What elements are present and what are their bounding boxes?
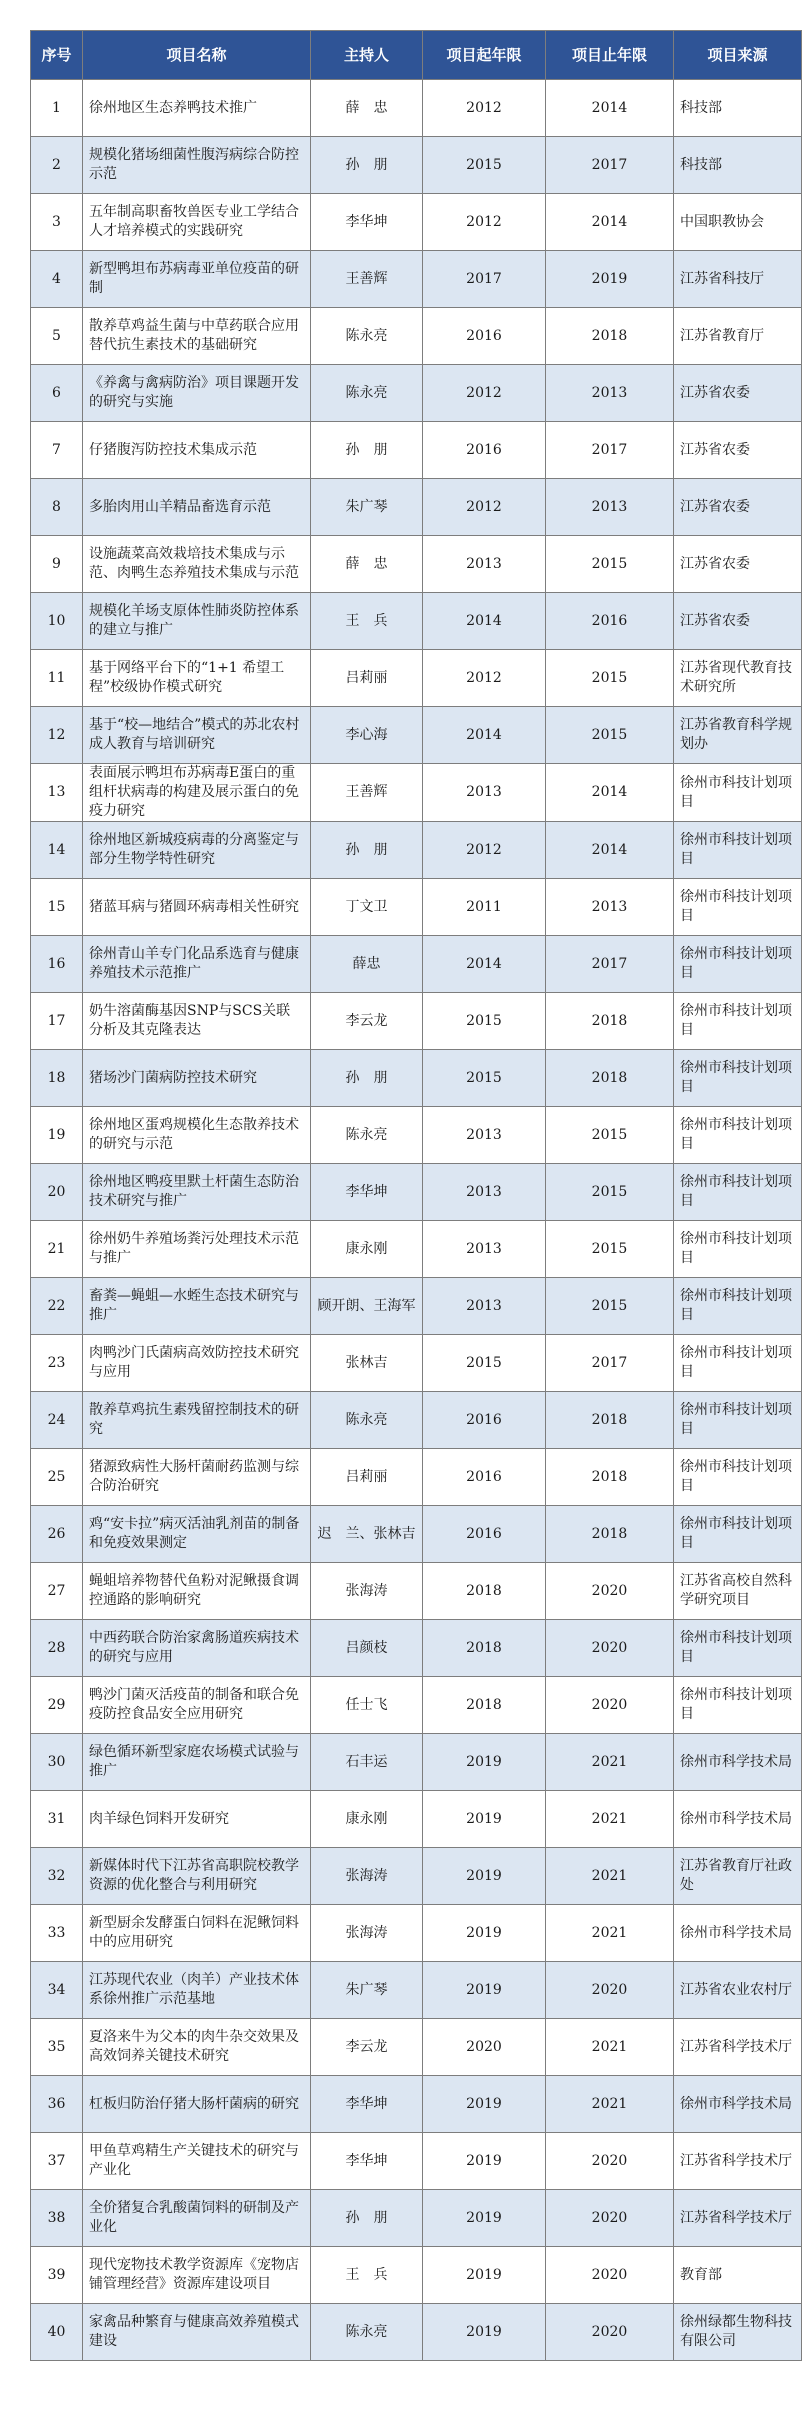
serial-number-cell: 27 [31, 1563, 83, 1620]
table-row [31, 308, 802, 365]
serial-number-cell: 29 [31, 1677, 83, 1734]
table-row [31, 422, 802, 479]
host-cell: 李华坤 [311, 2133, 423, 2190]
end-year-cell: 2015 [546, 1221, 674, 1278]
host-cell: 朱广琴 [311, 479, 423, 536]
start-year-cell: 2016 [423, 1449, 546, 1506]
serial-number-cell: 25 [31, 1449, 83, 1506]
host-cell: 李华坤 [311, 194, 423, 251]
project-name-cell: 现代宠物技术教学资源库《宠物店铺管理经营》资源库建设项目 [83, 2247, 311, 2304]
end-year-cell: 2017 [546, 137, 674, 194]
host-cell: 丁文卫 [311, 879, 423, 936]
end-year-cell: 2020 [546, 1620, 674, 1677]
table-row [31, 1905, 802, 1962]
end-year-cell: 2013 [546, 479, 674, 536]
serial-number-cell: 3 [31, 194, 83, 251]
project-source-cell: 徐州市科技计划项目 [674, 1221, 802, 1278]
table-row [31, 1392, 802, 1449]
project-name-cell: 江苏现代农业（肉羊）产业技术体系徐州推广示范基地 [83, 1962, 311, 2019]
project-source-cell: 徐州市科技计划项目 [674, 879, 802, 936]
table-row [31, 936, 802, 993]
table-row [31, 2304, 802, 2361]
host-cell: 陈永亮 [311, 2304, 423, 2361]
table-row [31, 1050, 802, 1107]
end-year-cell: 2014 [546, 80, 674, 137]
header-host: 主持人 [311, 31, 423, 80]
end-year-cell: 2018 [546, 1050, 674, 1107]
end-year-cell: 2020 [546, 1962, 674, 2019]
project-name-cell: 基于网络平台下的“1+1 希望工程”校级协作模式研究 [83, 650, 311, 707]
project-name-cell: 中西药联合防治家禽肠道疾病技术的研究与应用 [83, 1620, 311, 1677]
start-year-cell: 2020 [423, 2019, 546, 2076]
end-year-cell: 2019 [546, 251, 674, 308]
project-name-cell: 夏洛来牛为父本的肉牛杂交效果及高效饲养关键技术研究 [83, 2019, 311, 2076]
table-header [31, 31, 802, 80]
start-year-cell: 2016 [423, 1506, 546, 1563]
project-source-cell: 徐州市科技计划项目 [674, 1278, 802, 1335]
project-source-cell: 江苏省科学技术厅 [674, 2133, 802, 2190]
start-year-cell: 2019 [423, 2190, 546, 2247]
host-cell: 任士飞 [311, 1677, 423, 1734]
serial-number-cell: 39 [31, 2247, 83, 2304]
end-year-cell: 2014 [546, 822, 674, 879]
project-name-cell: 五年制高职畜牧兽医专业工学结合人才培养模式的实践研究 [83, 194, 311, 251]
header-end-year: 项目止年限 [546, 31, 674, 80]
serial-number-cell: 16 [31, 936, 83, 993]
project-source-cell: 徐州市科技计划项目 [674, 1449, 802, 1506]
serial-number-cell: 40 [31, 2304, 83, 2361]
start-year-cell: 2012 [423, 194, 546, 251]
start-year-cell: 2019 [423, 1734, 546, 1791]
project-name-cell: 畜粪—蝇蛆—水蛭生态技术研究与推广 [83, 1278, 311, 1335]
project-table [30, 30, 802, 2361]
table-row [31, 764, 802, 822]
serial-number-cell: 35 [31, 2019, 83, 2076]
table-row [31, 1848, 802, 1905]
serial-number-cell: 2 [31, 137, 83, 194]
project-source-cell: 徐州市科技计划项目 [674, 993, 802, 1050]
start-year-cell: 2011 [423, 879, 546, 936]
table-row [31, 251, 802, 308]
start-year-cell: 2019 [423, 2304, 546, 2361]
project-name-cell: 新型厨余发酵蛋白饲料在泥鳅饲料中的应用研究 [83, 1905, 311, 1962]
project-name-cell: 家禽品种繁育与健康高效养殖模式建设 [83, 2304, 311, 2361]
project-name-cell: 散养草鸡抗生素残留控制技术的研究 [83, 1392, 311, 1449]
table-row [31, 479, 802, 536]
host-cell: 李华坤 [311, 2076, 423, 2133]
serial-number-cell: 33 [31, 1905, 83, 1962]
table-row [31, 1734, 802, 1791]
table-row [31, 1620, 802, 1677]
host-cell: 王善辉 [311, 251, 423, 308]
project-name-cell: 新媒体时代下江苏省高职院校教学资源的优化整合与利用研究 [83, 1848, 311, 1905]
serial-number-cell: 32 [31, 1848, 83, 1905]
host-cell: 李心海 [311, 707, 423, 764]
project-source-cell: 徐州市科技计划项目 [674, 1677, 802, 1734]
serial-number-cell: 5 [31, 308, 83, 365]
host-cell: 王 兵 [311, 593, 423, 650]
project-source-cell: 江苏省农业农村厅 [674, 1962, 802, 2019]
start-year-cell: 2019 [423, 1791, 546, 1848]
project-source-cell: 徐州市科技计划项目 [674, 764, 802, 822]
start-year-cell: 2013 [423, 1107, 546, 1164]
host-cell: 李华坤 [311, 1164, 423, 1221]
project-source-cell: 徐州市科技计划项目 [674, 1620, 802, 1677]
project-name-cell: 多胎肉用山羊精品畜选育示范 [83, 479, 311, 536]
header-project-source: 项目来源 [674, 31, 802, 80]
start-year-cell: 2016 [423, 422, 546, 479]
start-year-cell: 2014 [423, 593, 546, 650]
host-cell: 孙 朋 [311, 2190, 423, 2247]
header-serial-number: 序号 [31, 31, 83, 80]
table-row [31, 2190, 802, 2247]
project-name-cell: 甲鱼草鸡精生产关键技术的研究与产业化 [83, 2133, 311, 2190]
project-source-cell: 徐州市科技计划项目 [674, 1506, 802, 1563]
serial-number-cell: 34 [31, 1962, 83, 2019]
table-row [31, 1278, 802, 1335]
serial-number-cell: 22 [31, 1278, 83, 1335]
project-source-cell: 江苏省科学技术厅 [674, 2019, 802, 2076]
project-source-cell: 徐州市科学技术局 [674, 1791, 802, 1848]
end-year-cell: 2014 [546, 764, 674, 822]
host-cell: 陈永亮 [311, 308, 423, 365]
serial-number-cell: 18 [31, 1050, 83, 1107]
start-year-cell: 2013 [423, 536, 546, 593]
host-cell: 顾开朗、王海军 [311, 1278, 423, 1335]
serial-number-cell: 12 [31, 707, 83, 764]
end-year-cell: 2021 [546, 2019, 674, 2076]
serial-number-cell: 31 [31, 1791, 83, 1848]
start-year-cell: 2013 [423, 1278, 546, 1335]
start-year-cell: 2019 [423, 2247, 546, 2304]
end-year-cell: 2013 [546, 365, 674, 422]
project-name-cell: 散养草鸡益生菌与中草药联合应用替代抗生素技术的基础研究 [83, 308, 311, 365]
project-name-cell: 杠板归防治仔猪大肠杆菌病的研究 [83, 2076, 311, 2133]
serial-number-cell: 17 [31, 993, 83, 1050]
table-row [31, 1563, 802, 1620]
table-row [31, 536, 802, 593]
table-row [31, 365, 802, 422]
project-name-cell: 规模化猪场细菌性腹泻病综合防控示范 [83, 137, 311, 194]
end-year-cell: 2015 [546, 1164, 674, 1221]
end-year-cell: 2015 [546, 536, 674, 593]
table-row [31, 707, 802, 764]
serial-number-cell: 13 [31, 764, 83, 822]
serial-number-cell: 7 [31, 422, 83, 479]
project-source-cell: 科技部 [674, 80, 802, 137]
table-row [31, 822, 802, 879]
host-cell: 薛 忠 [311, 80, 423, 137]
end-year-cell: 2020 [546, 2133, 674, 2190]
project-name-cell: 徐州地区新城疫病毒的分离鉴定与部分生物学特性研究 [83, 822, 311, 879]
project-source-cell: 中国职教协会 [674, 194, 802, 251]
serial-number-cell: 8 [31, 479, 83, 536]
table-row [31, 1221, 802, 1278]
host-cell: 张林吉 [311, 1335, 423, 1392]
host-cell: 张海涛 [311, 1905, 423, 1962]
serial-number-cell: 30 [31, 1734, 83, 1791]
project-source-cell: 江苏省农委 [674, 536, 802, 593]
serial-number-cell: 14 [31, 822, 83, 879]
end-year-cell: 2018 [546, 1506, 674, 1563]
project-name-cell: 仔猪腹泻防控技术集成示范 [83, 422, 311, 479]
project-name-cell: 鸭沙门菌灭活疫苗的制备和联合免疫防控食品安全应用研究 [83, 1677, 311, 1734]
serial-number-cell: 20 [31, 1164, 83, 1221]
end-year-cell: 2021 [546, 1791, 674, 1848]
start-year-cell: 2012 [423, 822, 546, 879]
start-year-cell: 2015 [423, 137, 546, 194]
project-name-cell: 新型鸭坦布苏病毒亚单位疫苗的研制 [83, 251, 311, 308]
start-year-cell: 2019 [423, 1905, 546, 1962]
end-year-cell: 2017 [546, 936, 674, 993]
project-name-cell: 蝇蛆培养物替代鱼粉对泥鳅摄食调控通路的影响研究 [83, 1563, 311, 1620]
host-cell: 孙 朋 [311, 137, 423, 194]
host-cell: 张海涛 [311, 1848, 423, 1905]
start-year-cell: 2016 [423, 308, 546, 365]
host-cell: 薛 忠 [311, 536, 423, 593]
host-cell: 康永刚 [311, 1791, 423, 1848]
end-year-cell: 2018 [546, 308, 674, 365]
serial-number-cell: 9 [31, 536, 83, 593]
header-project-name: 项目名称 [83, 31, 311, 80]
end-year-cell: 2018 [546, 1449, 674, 1506]
start-year-cell: 2015 [423, 1050, 546, 1107]
table-row [31, 1107, 802, 1164]
start-year-cell: 2018 [423, 1563, 546, 1620]
project-name-cell: 徐州奶牛养殖场粪污处理技术示范与推广 [83, 1221, 311, 1278]
host-cell: 吕颜枝 [311, 1620, 423, 1677]
start-year-cell: 2018 [423, 1677, 546, 1734]
project-source-cell: 徐州市科技计划项目 [674, 1164, 802, 1221]
project-name-cell: 奶牛溶菌酶基因SNP与SCS关联分析及其克隆表达 [83, 993, 311, 1050]
host-cell: 迟 兰、张林吉 [311, 1506, 423, 1563]
end-year-cell: 2018 [546, 993, 674, 1050]
project-source-cell: 徐州市科学技术局 [674, 2076, 802, 2133]
start-year-cell: 2015 [423, 993, 546, 1050]
project-source-cell: 徐州市科技计划项目 [674, 1335, 802, 1392]
table-row [31, 1791, 802, 1848]
end-year-cell: 2021 [546, 1848, 674, 1905]
host-cell: 王善辉 [311, 764, 423, 822]
project-source-cell: 江苏省教育厅 [674, 308, 802, 365]
start-year-cell: 2013 [423, 1164, 546, 1221]
project-source-cell: 江苏省教育科学规划办 [674, 707, 802, 764]
header-row [31, 31, 802, 80]
table-body [31, 80, 802, 2361]
start-year-cell: 2014 [423, 936, 546, 993]
header-start-year: 项目起年限 [423, 31, 546, 80]
start-year-cell: 2012 [423, 479, 546, 536]
table-row [31, 993, 802, 1050]
serial-number-cell: 36 [31, 2076, 83, 2133]
project-source-cell: 江苏省农委 [674, 422, 802, 479]
start-year-cell: 2014 [423, 707, 546, 764]
project-source-cell: 徐州市科学技术局 [674, 1734, 802, 1791]
project-name-cell: 徐州地区鸭疫里默土杆菌生态防治技术研究与推广 [83, 1164, 311, 1221]
project-name-cell: 猪场沙门菌病防控技术研究 [83, 1050, 311, 1107]
project-table-container [30, 30, 801, 2361]
table-row [31, 1506, 802, 1563]
serial-number-cell: 19 [31, 1107, 83, 1164]
end-year-cell: 2020 [546, 2247, 674, 2304]
end-year-cell: 2015 [546, 1278, 674, 1335]
project-source-cell: 徐州市科技计划项目 [674, 822, 802, 879]
table-row [31, 1164, 802, 1221]
project-source-cell: 徐州市科技计划项目 [674, 1392, 802, 1449]
project-name-cell: 《养禽与禽病防治》项目课题开发的研究与实施 [83, 365, 311, 422]
project-source-cell: 徐州市科学技术局 [674, 1905, 802, 1962]
end-year-cell: 2018 [546, 1392, 674, 1449]
project-name-cell: 肉羊绿色饲料开发研究 [83, 1791, 311, 1848]
project-source-cell: 江苏省农委 [674, 479, 802, 536]
table-row [31, 593, 802, 650]
project-name-cell: 猪蓝耳病与猪圆环病毒相关性研究 [83, 879, 311, 936]
project-name-cell: 全价猪复合乳酸菌饲料的研制及产业化 [83, 2190, 311, 2247]
host-cell: 石丰运 [311, 1734, 423, 1791]
table-row [31, 1449, 802, 1506]
serial-number-cell: 1 [31, 80, 83, 137]
serial-number-cell: 6 [31, 365, 83, 422]
table-row [31, 194, 802, 251]
project-name-cell: 基于“校—地结合”模式的苏北农村成人教育与培训研究 [83, 707, 311, 764]
start-year-cell: 2015 [423, 1335, 546, 1392]
project-source-cell: 江苏省农委 [674, 593, 802, 650]
start-year-cell: 2017 [423, 251, 546, 308]
table-row [31, 1677, 802, 1734]
project-source-cell: 江苏省科技厅 [674, 251, 802, 308]
end-year-cell: 2021 [546, 1905, 674, 1962]
serial-number-cell: 11 [31, 650, 83, 707]
project-name-cell: 猪源致病性大肠杆菌耐药监测与综合防治研究 [83, 1449, 311, 1506]
end-year-cell: 2021 [546, 2076, 674, 2133]
project-source-cell: 江苏省现代教育技术研究所 [674, 650, 802, 707]
host-cell: 孙 朋 [311, 822, 423, 879]
project-source-cell: 科技部 [674, 137, 802, 194]
table-row [31, 1962, 802, 2019]
start-year-cell: 2019 [423, 2133, 546, 2190]
table-row [31, 879, 802, 936]
serial-number-cell: 28 [31, 1620, 83, 1677]
project-name-cell: 鸡“安卡拉”病灭活油乳剂苗的制备和免疫效果测定 [83, 1506, 311, 1563]
project-source-cell: 江苏省科学技术厅 [674, 2190, 802, 2247]
project-source-cell: 徐州绿都生物科技有限公司 [674, 2304, 802, 2361]
host-cell: 薛忠 [311, 936, 423, 993]
host-cell: 李云龙 [311, 2019, 423, 2076]
table-row [31, 2133, 802, 2190]
end-year-cell: 2020 [546, 1563, 674, 1620]
serial-number-cell: 37 [31, 2133, 83, 2190]
serial-number-cell: 10 [31, 593, 83, 650]
project-name-cell: 设施蔬菜高效栽培技术集成与示范、肉鸭生态养殖技术集成与示范 [83, 536, 311, 593]
project-name-cell: 徐州青山羊专门化品系选育与健康养殖技术示范推广 [83, 936, 311, 993]
host-cell: 王 兵 [311, 2247, 423, 2304]
project-source-cell: 徐州市科技计划项目 [674, 936, 802, 993]
table-row [31, 650, 802, 707]
project-source-cell: 徐州市科技计划项目 [674, 1050, 802, 1107]
project-name-cell: 肉鸭沙门氏菌病高效防控技术研究与应用 [83, 1335, 311, 1392]
serial-number-cell: 15 [31, 879, 83, 936]
end-year-cell: 2020 [546, 1677, 674, 1734]
project-name-cell: 绿色循环新型家庭农场模式试验与推广 [83, 1734, 311, 1791]
host-cell: 吕莉丽 [311, 650, 423, 707]
serial-number-cell: 21 [31, 1221, 83, 1278]
table-row [31, 2076, 802, 2133]
serial-number-cell: 38 [31, 2190, 83, 2247]
end-year-cell: 2020 [546, 2190, 674, 2247]
end-year-cell: 2014 [546, 194, 674, 251]
project-name-cell: 表面展示鸭坦布苏病毒E蛋白的重组杆状病毒的构建及展示蛋白的免疫力研究 [83, 764, 311, 822]
start-year-cell: 2019 [423, 1962, 546, 2019]
end-year-cell: 2020 [546, 2304, 674, 2361]
serial-number-cell: 26 [31, 1506, 83, 1563]
project-source-cell: 江苏省农委 [674, 365, 802, 422]
host-cell: 吕莉丽 [311, 1449, 423, 1506]
host-cell: 朱广琴 [311, 1962, 423, 2019]
host-cell: 陈永亮 [311, 365, 423, 422]
table-row [31, 1335, 802, 1392]
end-year-cell: 2015 [546, 650, 674, 707]
end-year-cell: 2017 [546, 1335, 674, 1392]
host-cell: 陈永亮 [311, 1392, 423, 1449]
host-cell: 孙 朋 [311, 1050, 423, 1107]
table-row [31, 80, 802, 137]
project-source-cell: 江苏省教育厅社政处 [674, 1848, 802, 1905]
serial-number-cell: 23 [31, 1335, 83, 1392]
end-year-cell: 2021 [546, 1734, 674, 1791]
project-source-cell: 江苏省高校自然科学研究项目 [674, 1563, 802, 1620]
host-cell: 李云龙 [311, 993, 423, 1050]
project-name-cell: 徐州地区蛋鸡规模化生态散养技术的研究与示范 [83, 1107, 311, 1164]
start-year-cell: 2019 [423, 1848, 546, 1905]
host-cell: 陈永亮 [311, 1107, 423, 1164]
table-row [31, 2247, 802, 2304]
start-year-cell: 2012 [423, 365, 546, 422]
host-cell: 孙 朋 [311, 422, 423, 479]
start-year-cell: 2013 [423, 764, 546, 822]
table-row [31, 137, 802, 194]
project-name-cell: 规模化羊场支原体性肺炎防控体系的建立与推广 [83, 593, 311, 650]
start-year-cell: 2012 [423, 650, 546, 707]
project-name-cell: 徐州地区生态养鸭技术推广 [83, 80, 311, 137]
host-cell: 张海涛 [311, 1563, 423, 1620]
table-row [31, 2019, 802, 2076]
start-year-cell: 2012 [423, 80, 546, 137]
end-year-cell: 2015 [546, 707, 674, 764]
start-year-cell: 2013 [423, 1221, 546, 1278]
end-year-cell: 2017 [546, 422, 674, 479]
host-cell: 康永刚 [311, 1221, 423, 1278]
end-year-cell: 2013 [546, 879, 674, 936]
start-year-cell: 2018 [423, 1620, 546, 1677]
project-source-cell: 徐州市科技计划项目 [674, 1107, 802, 1164]
serial-number-cell: 24 [31, 1392, 83, 1449]
start-year-cell: 2016 [423, 1392, 546, 1449]
end-year-cell: 2015 [546, 1107, 674, 1164]
start-year-cell: 2019 [423, 2076, 546, 2133]
serial-number-cell: 4 [31, 251, 83, 308]
project-source-cell: 教育部 [674, 2247, 802, 2304]
end-year-cell: 2016 [546, 593, 674, 650]
